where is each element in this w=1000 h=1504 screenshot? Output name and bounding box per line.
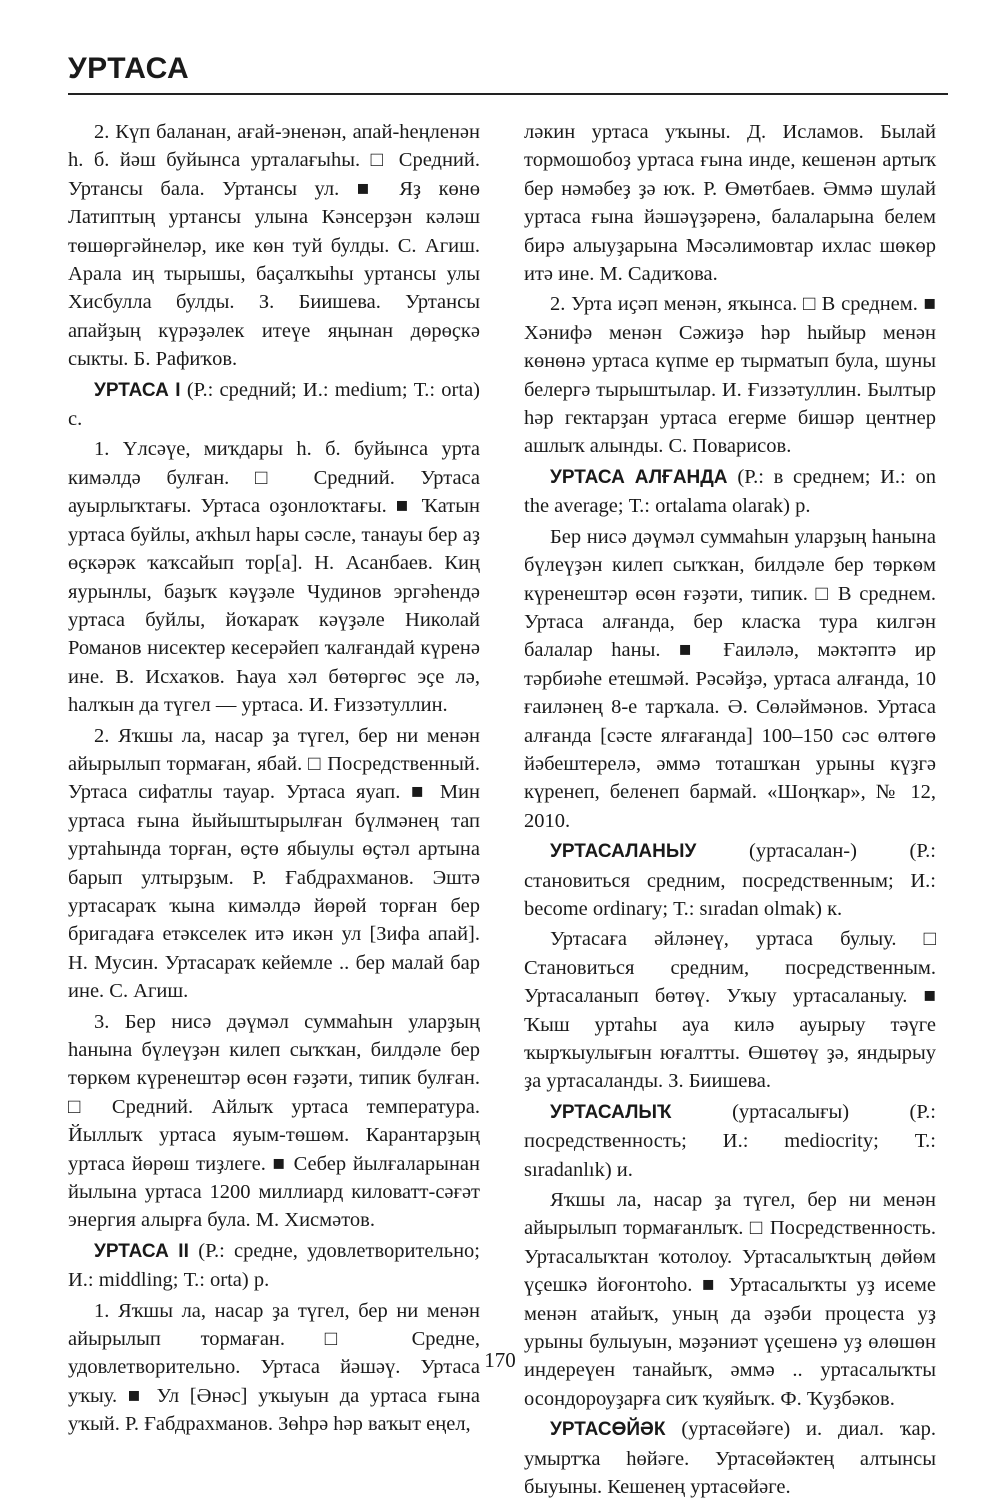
headword-entry: УРТАСӨЙӘК (уртасөйәге) и. диал. ҡар. умыртҡа һөйәге. Уртасөйәктең алтынсы быуыны. Кешенең уртасөйәге.: [524, 1418, 936, 1499]
headword-entry: УРТАСА II (Р.: средне, удовлетворительно; И.: middling; Т.: orta) р.: [68, 1239, 481, 1292]
running-head: УРТАСА: [68, 52, 190, 85]
entry-paragraph: ләкин уртаса уҡыны. Д. Исламов. Былай тормошобоҙ уртаса ғына инде, кешенән артыҡ бер нәмәбеҙ ҙә юҡ. Р. Өмөтбаев. Әммә шулай уртаса ғына йәшәүҙәренә, балаларына белем бирә алыуҙарына Мәсәлимовтар ихлас шөкөр итә ине. М. Садиҡова.: [524, 121, 936, 286]
entry-paragraph: 3. Бер нисә дәүмәл суммаһын уларҙың һанына бүлеүҙән килеп сыҡҡан, билдәле бер төркөм күренештәр өсөн ғәҙәти, типик булған. □ Средний. Айлыҡ уртаса температура. Йыллыҡ уртаса яуым-төшөм. Карантарҙың уртаса йөрөш тиҙлеге. ■ Себер йылғаларынан йылына уртаса 1200 миллиард киловатт-сәғәт энергия алырға була. М. Хисмәтов.: [68, 1010, 480, 1232]
entry-paragraph: Яҡшы ла, насар ҙа түгел, бер ни менән айырылып тормағанлыҡ. □ Посредственность. Уртасалыҡтан ҡотолоу. Уртасалыҡтың дөйөм үҫешкә йоғонтоһо. ■ Уртасалыҡты уҙ исеме менән атайыҡ, уның да әҙәби процеста уҙ урыны булыуын, мәҙәниәт үҫешенә уҙ өлөшөн индереүен танайыҡ, әммә .. уртасалыҡты осондороуҙарға сиҡ ҡуяйыҡ. Ф. Ҡуҙбәков.: [524, 1189, 936, 1410]
headword-entry: УРТАСА I (Р.: средний; И.: medium; Т.: orta) с.: [68, 378, 480, 431]
headword-entry: УРТАСАЛЫҠ (уртасалығы) (Р.: посредственность; И.: mediocrity; Т.: sıradanlık) и.: [524, 1100, 936, 1181]
page-number: 170: [484, 1348, 516, 1372]
entry-paragraph: 1. Яҡшы ла, насар ҙа түгел, бер ни менән айырылып тормаған. □ Средне, удовлетворительно. Уртаса йәшәү. Уртаса уҡыу. ■ Ул [Әнәс] уҡыуын да уртаса ғына уҡый. Р. Ғабдрахманов. Зөһрә һәр ваҡыт еңел,: [68, 1299, 480, 1436]
headword: УРТАСӨЙӘК: [550, 1419, 682, 1441]
headword: УРТАСАЛЫҠ: [550, 1101, 733, 1123]
left-column: [68, 118, 480, 1441]
headword: УРТАСА II: [94, 1240, 199, 1262]
entry-paragraph: Уртасаға әйләнеү, уртаса булыу. □ Становиться средним, посредственным. Уртасаланып бөтөү. Уҡыу уртасаланыу. ■ Ҡыш уртаһы ауа килә ауырыу тәүге ҡырҡыулығын юғалтты. Өшөтөү ҙә, яндырыу ҙа уртасаланды. З. Биишева.: [524, 928, 936, 1093]
headword: УРТАСАЛАНЫУ: [550, 841, 750, 863]
header-rule: [68, 93, 948, 95]
entry-paragraph: 2. Яҡшы ла, насар ҙа түгел, бер ни менән айырылып тормаған, ябай. □ Посредственный. Уртаса сифатлы тауар. Уртаса яуап. ■ Мин уртаса ғына йыйыштырылған бүлмәнең тап уртаһында торған, өҫтө ябыулы өҫтәл артына барып ултырҙым. Р. Ғабдрахманов. Эштә уртасараҡ ҡына кимәлдә йөрөй торған бер бригадаға етәкселек итә икән ул [Зифа апай]. Н. Мусин. Уртасараҡ кейемле .. бер малай бар ине. С. Агиш.: [68, 724, 480, 1003]
entry-paragraph: 2. Урта иҫәп менән, яҡынса. □ В среднем. ■ Хәнифә менән Сәжиҙә һәр һыйыр менән көнөнә уртаса күпме ер тырматып була, шуны белергә тырыштылар. И. Ғиззәтуллин. Былтыр һәр гектарҙан уртаса егерме бишәр центнер ашлыҡ алынды. С. Поварисов.: [524, 293, 936, 458]
entry-paragraph: Бер нисә дәүмәл суммаһын уларҙың һанына бүлеүҙән килеп сыҡҡан, билдәле бер төркөм күренештәр өсөн ғәҙәти, типик. □ В среднем. Уртаса алғанда, бер класҡа тура килгән балалар һаны. ■ Ғаиләлә, мәктәптә ир тәрбиәһе етешмәй. Рәсәйҙә, уртаса алғанда, 10 ғаиләнең 8-е тарҡала. Ә. Сөләймәнов. Уртаса алғанда [сәсте ялғағанда] 100–150 сәс өлтөгө йәбештерелә, әммә тоташҡан урыны күҙгә күренеп, беленеп бармай. «Шоңҡар», № 12, 2010.: [524, 525, 936, 832]
right-column: [524, 118, 936, 1504]
headword: УРТАСА АЛҒАНДА: [550, 466, 738, 488]
headword: УРТАСА I: [94, 379, 187, 401]
headword-entry: УРТАСАЛАНЫУ (уртасалан-) (Р.: становиться средним, посредственным; И.: become ordinary; Т.: sıradan olmak) к.: [524, 840, 937, 920]
entry-paragraph: 2. Күп баланан, ағай-эненән, апай-һеңленән һ. б. йәш буйынса урталағыһы. □ Средний. Уртансы бала. Уртансы ул. ■ Яҙ көнө Латиптың уртансы улына Кәнсерҙән кәләш төшөргәйнеләр, ике көн туй булды. С. Агиш. Арала иң тырышы, баҫалҡыһы уртансы улы Хисбулла булды. З. Биишева. Уртансы апайҙың күрәҙәлек итеүе яңынан дөрөҫкә сыкты. Б. Рафиҡов.: [68, 121, 480, 371]
entry-paragraph: 1. Үлсәүе, миҡдары һ. б. буйынса урта кимәлдә булған. □ Средний. Уртаса ауырлыҡтағы. Уртаса оҙонлоҡтағы. ■ Ҡатын уртаса буйлы, аҡһыл һары сәсле, танауы бер аҙ өҫкәрәк ҡаҡсайып тор[а]. Н. Асанбаев. Киң яурынлы, баҙыҡ кәүҙәле Чудинов эргәһендә уртаса буйлы, йоҡараҡ кәүҙәле Николай Романов нисектер кесерәйеп ҡалғандай күренә ине. В. Исхаҡов. Һауа хәл бөтөргөс эҫе лә, һалҡын да түгел — уртаса. И. Ғиззәтуллин.: [68, 438, 480, 717]
headword-entry: УРТАСА АЛҒАНДА (Р.: в среднем; И.: on the average; Т.: ortalama olarak) р.: [524, 465, 936, 518]
